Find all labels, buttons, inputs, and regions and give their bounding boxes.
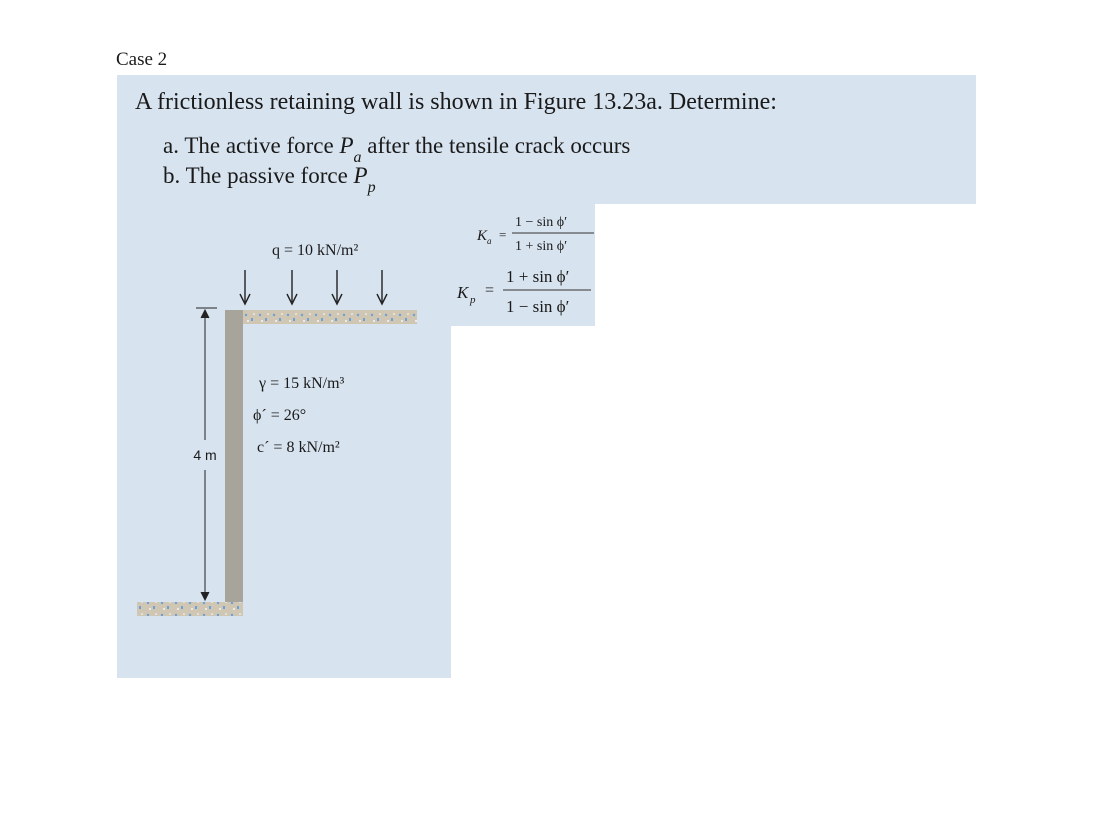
item-a-subscript: a	[353, 149, 362, 166]
kp-symbol: K	[457, 283, 469, 302]
retaining-wall	[225, 310, 243, 616]
backfill-surface	[225, 310, 417, 324]
friction-angle-label: ϕ´ = 26°	[253, 407, 307, 424]
item-a-text: The active force	[184, 133, 340, 158]
surcharge-label: q = 10 kN/m²	[272, 242, 359, 259]
ka-equals: =	[499, 227, 507, 242]
formula-block	[451, 204, 595, 326]
ka-subscript: a	[487, 236, 492, 246]
item-b-marker: b.	[163, 163, 181, 188]
front-soil-surface	[137, 602, 243, 616]
case-label: Case 2	[116, 49, 168, 70]
kp-formula	[456, 267, 591, 316]
retaining-wall-figure	[117, 204, 451, 678]
ka-symbol: K	[477, 228, 488, 244]
item-a-symbol: P	[339, 133, 354, 158]
item-b-symbol: P	[353, 163, 368, 188]
question-item-b	[163, 161, 376, 194]
kp-subscript: p	[470, 294, 476, 306]
item-b-subscript: p	[367, 179, 376, 196]
surcharge-arrows	[240, 270, 387, 304]
ka-formula	[476, 215, 594, 254]
item-b-text: The passive force	[185, 163, 354, 188]
item-a-text-end: after the tensile crack occurs	[361, 133, 631, 158]
cohesion-label: c´ = 8 kN/m²	[257, 439, 340, 456]
height-label: 4 m	[193, 447, 217, 463]
kp-equals: =	[485, 282, 495, 299]
question-item-a	[163, 131, 630, 164]
problem-statement: A frictionless retaining wall is shown in Figure 13.23a. Determine:	[135, 89, 777, 115]
ka-denominator: 1 + sin ϕ′	[515, 239, 568, 254]
ka-numerator: 1 − sin ϕ′	[515, 215, 568, 230]
kp-numerator: 1 + sin ϕ′	[506, 267, 570, 286]
item-a-marker: a.	[163, 133, 179, 158]
kp-denominator: 1 − sin ϕ′	[506, 297, 570, 316]
unit-weight-label: γ = 15 kN/m³	[259, 375, 345, 392]
